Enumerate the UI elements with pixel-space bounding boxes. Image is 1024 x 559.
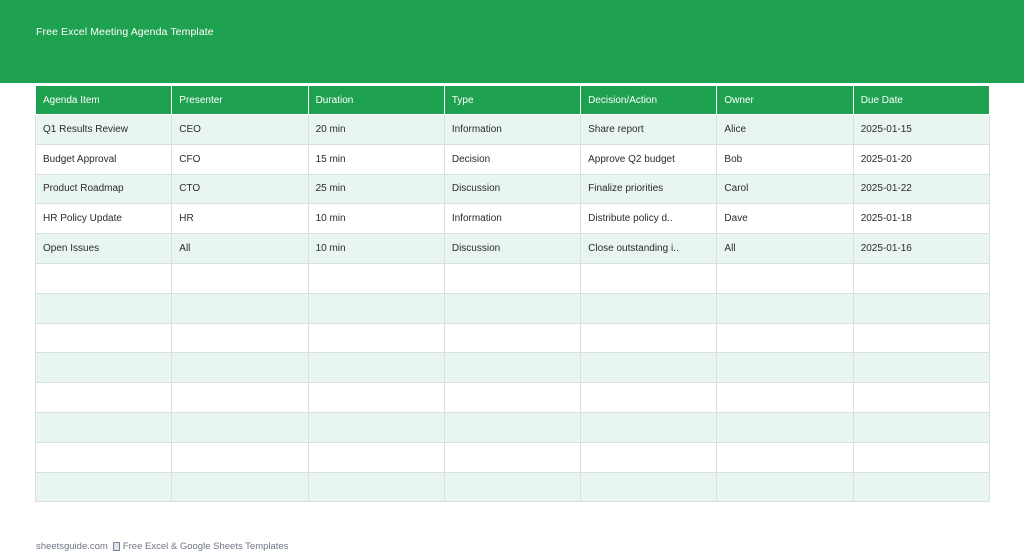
table-cell [444,412,580,442]
table-row [36,412,990,442]
table-cell: Open Issues [36,234,172,264]
table-body [36,115,990,502]
table-cell: Share report [581,115,717,145]
table-cell [853,353,989,383]
table-cell [853,412,989,442]
table-cell [444,293,580,323]
table-cell [172,323,308,353]
column-header: Presenter [172,86,308,115]
table-cell: Approve Q2 budget [581,144,717,174]
table-row [36,204,990,234]
table-cell [581,293,717,323]
table-cell: CEO [172,115,308,145]
table-cell: Bob [717,144,853,174]
footer-site-text: sheetsguide.com [36,541,108,552]
table-cell [308,353,444,383]
footer-tagline-text: Free Excel & Google Sheets Templates [122,541,289,552]
table-cell: 10 min [308,234,444,264]
table-cell: Close outstanding i.. [581,234,717,264]
column-header: Decision/Action [581,86,717,115]
table-cell [36,293,172,323]
table-cell [444,353,580,383]
table-row [36,383,990,413]
table-cell [308,412,444,442]
table-cell: Dave [717,204,853,234]
table-cell [581,323,717,353]
table-cell [172,383,308,413]
table-row [36,115,990,145]
table-row [36,174,990,204]
table-cell [36,353,172,383]
table-cell [444,383,580,413]
table-cell [717,472,853,502]
table-cell: Q1 Results Review [36,115,172,145]
table-cell: Discussion [444,174,580,204]
table-cell [172,412,308,442]
table-cell [444,323,580,353]
table-cell: Budget Approval [36,144,172,174]
table-cell [581,442,717,472]
table-cell [581,353,717,383]
table-cell [172,293,308,323]
table-cell [36,263,172,293]
table-cell [172,442,308,472]
table-cell [717,263,853,293]
table-row [36,293,990,323]
table-cell [36,412,172,442]
table-cell: 15 min [308,144,444,174]
table-cell [581,472,717,502]
table-cell [308,472,444,502]
table-row [36,472,990,502]
table-cell [172,353,308,383]
table-cell [444,472,580,502]
column-header: Due Date [853,86,989,115]
table-cell [853,263,989,293]
header-banner [0,0,1024,83]
table-cell [717,323,853,353]
table-cell: Information [444,115,580,145]
table-cell: 2025-01-16 [853,234,989,264]
table-cell: Discussion [444,234,580,264]
table-row [36,442,990,472]
table-cell: 2025-01-22 [853,174,989,204]
column-header: Duration [308,86,444,115]
table-cell: Alice [717,115,853,145]
column-header: Type [444,86,580,115]
table-cell: All [717,234,853,264]
table-cell: HR [172,204,308,234]
table-cell: CFO [172,144,308,174]
table-row [36,144,990,174]
table-cell: 20 min [308,115,444,145]
table-cell [308,293,444,323]
table-cell [581,412,717,442]
table-cell [853,442,989,472]
table-cell: 10 min [308,204,444,234]
footer-credit [36,541,288,552]
table-cell [172,472,308,502]
missing-glyph-box-icon [113,542,120,551]
page-title: Free Excel Meeting Agenda Template [36,26,214,38]
table-cell [36,442,172,472]
column-header: Agenda Item [36,86,172,115]
table-cell [717,383,853,413]
table-cell: Information [444,204,580,234]
table-cell [581,263,717,293]
table-cell: Finalize priorities [581,174,717,204]
table-cell [853,472,989,502]
table-cell [308,383,444,413]
table-cell [853,323,989,353]
table-cell [36,323,172,353]
table-cell: CTO [172,174,308,204]
table-cell: 2025-01-20 [853,144,989,174]
table-row [36,323,990,353]
table-cell [717,442,853,472]
table-row [36,234,990,264]
table-cell: Product Roadmap [36,174,172,204]
table-cell: Carol [717,174,853,204]
table-cell [308,442,444,472]
table-cell [717,353,853,383]
column-header: Owner [717,86,853,115]
table-cell: 2025-01-18 [853,204,989,234]
table-cell [308,323,444,353]
table-cell [36,383,172,413]
table-cell: HR Policy Update [36,204,172,234]
table-cell [172,263,308,293]
table-cell [853,383,989,413]
table-cell [36,472,172,502]
table-cell: 2025-01-15 [853,115,989,145]
table-cell [581,383,717,413]
table-cell [717,293,853,323]
agenda-table [35,85,990,502]
table-cell: 25 min [308,174,444,204]
table-cell: Distribute policy d.. [581,204,717,234]
table-cell [444,442,580,472]
table-cell [717,412,853,442]
table-cell: Decision [444,144,580,174]
table-cell: All [172,234,308,264]
table-row [36,263,990,293]
agenda-table-container [35,85,990,502]
table-header-row [36,86,990,115]
table-row [36,353,990,383]
table-cell [853,293,989,323]
table-cell [444,263,580,293]
table-cell [308,263,444,293]
